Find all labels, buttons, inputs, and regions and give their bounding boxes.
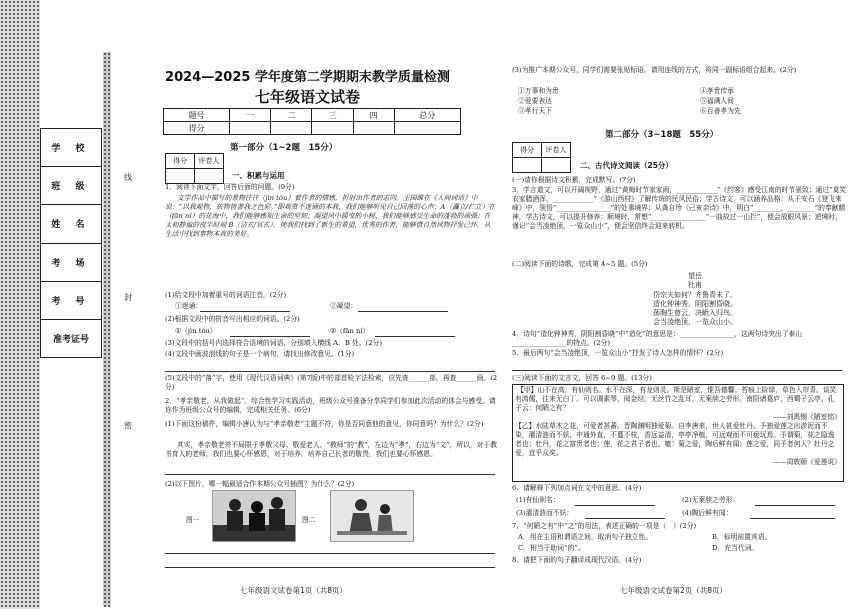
- score-input-cell[interactable]: [353, 122, 394, 135]
- grader-box-1: [165, 153, 224, 184]
- class-label: 班 级: [41, 167, 101, 205]
- question-4: 4．诗句“造化钟神秀，阴阳割昏晓”中“造化”的意思是：________________，这两句诗突出了泰山________________的特点。(2分): [512, 330, 803, 347]
- dotted-margin-strip: [0, 0, 40, 609]
- seal-mark-seal: 封: [124, 293, 132, 302]
- figure-1-label: 图一: [186, 516, 200, 524]
- section2-heading: 二、古代诗文阅读（25分）: [580, 161, 673, 170]
- part1-title: 第一部分（1~2题 15分）: [230, 143, 338, 153]
- question-1-passage: 文学作品中描写的景物往往（jìn tòu）着作者的情感，折射出作者的志向。王国维在《人间词话》中说：“以我观物，故物皆著我之色彩。”即观赏不迷诵的本我，我们能够听见自己回荡的心声：A（矗立/伫立）在（fān ní）的花海中，我们能够感知生命的坚韧；凝望风中摇曳的小树，我们能够感受生命的蓬勃的顽强；在太和静谧的夜半时刻 B（洁玄/冥玄），使我们找到了新生的希望，优秀的作者，能够借自然风物抒发己怀，从生活中找到事物本真的美好。: [165, 194, 496, 238]
- answer-line[interactable]: [200, 311, 290, 312]
- q7-option-b[interactable]: B．标明前置宾语。: [712, 533, 772, 541]
- figure-2-illustration: [331, 491, 413, 541]
- figure-1-illustration: [213, 491, 295, 541]
- grader-label: 得分: [166, 154, 195, 169]
- slogan-option-2[interactable]: ②爱要表达: [518, 97, 552, 105]
- q1-sub1-b: ②凝望：: [330, 302, 358, 310]
- exam-subtitle: 七年级语文试卷: [254, 88, 360, 106]
- grader-signature-input[interactable]: [195, 169, 224, 184]
- poem-title: 望岳: [688, 272, 702, 280]
- q2-sub2: (2)以下图片，哪一幅最适合作本期公众号插图？为什么？(2分): [165, 480, 355, 488]
- poem-author: 杜甫: [688, 281, 702, 289]
- sub-section-2: (二)阅读下面的诗歌，完成第 4~5 题。(5分): [512, 260, 648, 268]
- sub-section-1: (一)请你根据诗文积累，完成默写。(7分): [512, 176, 636, 184]
- q6-item-2: (2)无案牍之劳形：: [682, 496, 740, 504]
- grader-label: 得分: [513, 143, 542, 158]
- score-table: [163, 108, 461, 135]
- question-1-stem: 1．阅读下面文字，回答后面的问题。(9分): [165, 183, 295, 191]
- answer-line[interactable]: [585, 518, 665, 519]
- classical-text-box: [512, 384, 844, 482]
- grader-label: 评卷人: [542, 143, 571, 158]
- slogan-option-1[interactable]: ①万事和为贵: [518, 87, 559, 95]
- name-label: 姓 名: [41, 205, 101, 243]
- answer-line[interactable]: [165, 474, 495, 475]
- score-cell: 得分: [164, 122, 230, 135]
- q2-sub1: (1)下面这份稿件，编辑小唐认为与“孝亲敬老”主题不符，你是否同意他的意见，你同意吗？为什么？(2分): [165, 420, 484, 428]
- school-label: 学 校: [41, 129, 101, 167]
- score-table-header-row: [164, 109, 461, 122]
- grader-label: 评卷人: [195, 154, 224, 169]
- q1-sub2: (2)根据文段中的拼音写出相应的词语。(2分): [165, 315, 300, 323]
- admission-number-label: 准考证号: [52, 334, 89, 345]
- question-2-stem: 2．“孝亲敬老，从我做起”。综合性学习实践活动，班级公众号准备分享同学们参加此次活动的体会与感受。请你作为班级公众号的编辑，完成相关任务。(6分): [165, 397, 496, 414]
- answer-line[interactable]: [165, 371, 495, 372]
- q6-item-3: (3)濯清涟而不妖：: [516, 509, 574, 517]
- section1-heading: 一、积累与运用: [232, 171, 285, 180]
- student-info-box: [40, 128, 102, 358]
- poem-line: 会当凌绝顶，一览众山小。: [653, 318, 737, 326]
- q7-option-c[interactable]: C．相当于助词“的”。: [518, 544, 585, 552]
- answer-line[interactable]: [575, 505, 655, 506]
- score-cell: 二: [271, 109, 312, 122]
- exam-number-label: 考 号: [41, 282, 101, 320]
- q6-item-1: (1)有仙则名：: [516, 496, 560, 504]
- grader-signature-input[interactable]: [542, 158, 571, 173]
- part2-title: 第二部分（3~18题 55分）: [605, 130, 719, 140]
- q2-passage: 其实，孝亲敬老并不局限于孝敬父母、敬爱老人。“教师”的“教”，左边为“孝”，右边为“文”，所以，对于教书育人的老师，我们也要心怀感恩，对于培养、培养自己长者的敬畏，我们也要心怀感恩。: [165, 441, 498, 458]
- slogan-option-6[interactable]: ⑥百善孝为先: [700, 107, 741, 115]
- page-1-footer: 七年级语文试卷第1页（共8页）: [240, 586, 348, 595]
- q7-option-a[interactable]: A．用在主语和谓语之间，取消句子独立性。: [518, 533, 653, 541]
- answer-line[interactable]: [512, 370, 842, 371]
- answer-line[interactable]: [750, 518, 835, 519]
- exam-title: 2024—2025 学年度第二学期期末教学质量检测: [165, 70, 450, 85]
- q2-sub3: (3)为推广本期公众号，同学们需要张贴标语。请用连线的方式，将同一副标语组合起来。(2分): [512, 66, 797, 74]
- page-2-footer: 七年级语文试卷第2页（共8页）: [620, 586, 728, 595]
- question-3: 3．学言道文，可以开阔视野，通过“黄梅时节家家雨，____________”《约客》感受江南的时节景致；通过“莫笑农家腊酒浑，____________”《游山西村》了解传统的民风民俗；学古诗文，可以涵养品格：从王安石《登飞来峰》中，领悟“________________”的处事境界；从龚自珍《己亥杂诗》中，明白“________，________”的奉献精神，学古诗文，可以提升修养：顺境时，常想“________________”一曲故过一山拦”，便会放眼风景；逆境时，谨记“会当凌绝顶，一览众山小”，便会坚信终会迎来转机。: [512, 186, 847, 230]
- poem-line: 造化钟神秀，阴阳割昏晓。: [653, 300, 737, 308]
- score-table-score-row: [164, 122, 461, 135]
- score-cell: 题号: [164, 109, 230, 122]
- q1-sub2-a: ①（jìn tòu）: [175, 327, 217, 335]
- score-cell: 三: [312, 109, 353, 122]
- exam-room-label: 考 场: [41, 244, 101, 282]
- sub-section-3: (三)阅读下面的文言文，回答 6~9 题。(13分): [512, 374, 652, 382]
- answer-line[interactable]: [358, 311, 448, 312]
- passage-jia-source: ——刘禹锡《陋室铭》: [773, 413, 841, 421]
- seal-mark-line: 线: [124, 173, 132, 182]
- score-cell: 一: [230, 109, 271, 122]
- seal-mark-secret: 密: [124, 421, 132, 430]
- score-input-cell[interactable]: [394, 122, 460, 135]
- q1-sub4: (4)文段中画波浪线的句子是一个病句，请找出修改意见。(1分): [165, 350, 355, 358]
- figure-1-image[interactable]: [212, 490, 296, 542]
- answer-line[interactable]: [165, 553, 495, 554]
- score-cell: 四: [353, 109, 394, 122]
- slogan-option-5[interactable]: ⑤福满人间: [700, 97, 734, 105]
- passage-jia: 【甲】山不在高，有仙则名。水不在深，有龙则灵。斯是陋室，惟吾德馨。苔痕上阶绿，草色入帘青。谈笑有鸿儒，往来无白丁。可以调素琴，阅金经。无丝竹之乱耳，无案牍之劳形。南阳诸葛庐，西蜀子云亭。孔子云：何陋之有？: [515, 386, 837, 412]
- q1-sub3: (3)文段中的括号内选择符合语境的词语，分别填入横线 A、B 处。(2分): [165, 339, 382, 347]
- answer-line[interactable]: [375, 336, 455, 337]
- grader-score-input[interactable]: [513, 158, 542, 173]
- q6-item-4: (4)陶后鲜有闻：: [682, 509, 733, 517]
- question-6: 6．请解释下列加点词在文中的意思。(4分): [512, 484, 642, 492]
- answer-line[interactable]: [165, 567, 495, 568]
- grader-box-2: [512, 142, 571, 173]
- q7-option-d[interactable]: D．充当代词。: [712, 544, 759, 552]
- slogan-option-4[interactable]: ④孝贵传承: [700, 87, 734, 95]
- slogan-option-3[interactable]: ③孝行天下: [518, 107, 552, 115]
- score-input-cell[interactable]: [230, 122, 271, 135]
- score-cell: 总分: [394, 109, 460, 122]
- answer-line[interactable]: [755, 505, 835, 506]
- poem-line: 岱宗夫如何？齐鲁青未了。: [653, 291, 737, 299]
- poem-line: 荡胸生曾云，决眦入归鸟。: [653, 309, 737, 317]
- figure-2-label: 图二: [302, 516, 316, 524]
- question-7: 7．“何陋之有”中“之”的用法，表述正确的一项是（ ）(2分): [512, 522, 697, 530]
- score-input-cell[interactable]: [271, 122, 312, 135]
- passage-yi: 【乙】水陆草木之花，可爱者甚蕃。晋陶渊明独爱菊。自李唐来，世人甚爱牡丹。予独爱莲之出淤泥而不染，濯清涟而不妖，中通外直，不蔓不枝，香远益清，亭亭净植，可远观而不可亵玩焉。予谓菊，花之隐逸者也；牡丹，花之富贵者也；莲，花之君子者也。噫！菊之爱，陶后鲜有闻；莲之爱，同予者何人？牡丹之爱，宜乎众矣。: [515, 422, 835, 457]
- question-5: 5．最后两句“会当凌绝顶，一览众山小”抒发了诗人怎样的情怀？(2分): [512, 349, 724, 357]
- answer-line[interactable]: [230, 336, 310, 337]
- figure-2-image[interactable]: [330, 490, 414, 542]
- q1-sub1-a: ①迷诵：: [175, 302, 203, 310]
- dotted-binding-strip: [103, 52, 111, 607]
- question-8: 8．请把下面的句子翻译成现代汉语。(4分): [512, 556, 642, 564]
- q1-sub5: (5)文段中的“落”字，使用《现代汉语词典》(第7版)中的部首检字法检索，应先查______部，再查______画。(2分): [165, 374, 498, 391]
- grader-score-input[interactable]: [166, 169, 195, 184]
- q1-sub2-b: ②（fān ní）: [330, 327, 370, 335]
- score-input-cell[interactable]: [312, 122, 353, 135]
- q1-sub1: (1)给文段中加着重号的词语注音。(2分): [165, 291, 287, 299]
- passage-yi-source: ——周敦颐《爱莲说》: [773, 458, 841, 466]
